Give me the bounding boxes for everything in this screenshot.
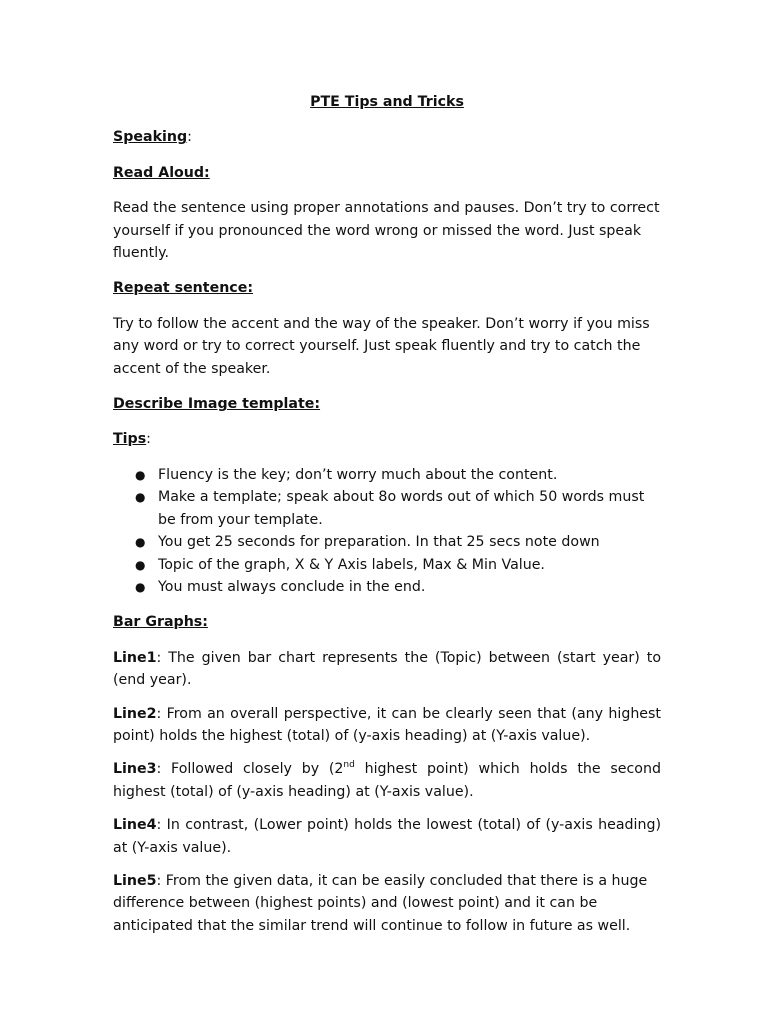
repeat-sentence-body: Try to follow the accent and the way of the speaker. Don’t worry if you miss any word or try to correct yourself. Just speak fluently and try to catch the accent of the speaker.: [113, 315, 650, 377]
template-line-4: [113, 814, 661, 859]
ordinal-superscript: nd: [343, 760, 355, 771]
line-text-after: highest point) which holds the second highest (total) of (y-axis heading) at (Y-axis value).: [113, 761, 661, 800]
speaking-heading-label: Speaking: [113, 129, 188, 146]
bar-graphs-heading: [113, 611, 661, 633]
line-label: Line4: [113, 817, 157, 834]
tips-heading-colon: :: [146, 431, 151, 448]
bullet-icon: ●: [135, 579, 146, 594]
read-aloud-heading: [113, 162, 661, 184]
line-label: Line2: [113, 705, 157, 722]
speaking-heading: [113, 126, 661, 148]
bar-graphs-heading-label: Bar Graphs:: [113, 614, 208, 631]
template-line-5: [113, 870, 661, 937]
speaking-heading-colon: :: [187, 129, 192, 146]
template-line-2: [113, 703, 661, 748]
tips-heading: [113, 428, 661, 450]
describe-image-heading: [113, 393, 661, 415]
template-line-3: [113, 758, 661, 803]
template-line-1: [113, 647, 661, 692]
list-item: [135, 464, 661, 486]
line-label: Line3: [113, 761, 157, 778]
repeat-sentence-heading-label: Repeat sentence:: [113, 280, 253, 297]
tip-text: Make a template; speak about 8o words out of which 50 words must be from your template.: [158, 489, 645, 528]
document-page: [113, 91, 661, 948]
line-text: : From the given data, it can be easily concluded that there is a huge difference between (highest points) and (lowest point) and it can be anticipated that the similar trend will continue to follow in future as well.: [113, 872, 648, 934]
tip-text: Fluency is the key; don’t worry much about the content.: [158, 466, 558, 483]
tip-text: You get 25 seconds for preparation. In that 25 secs note down: [158, 534, 600, 551]
bullet-icon: ●: [135, 535, 146, 550]
list-item: [135, 531, 661, 553]
line-text: : In contrast, (Lower point) holds the lowest (total) of (y-axis heading) at (Y-axis value).: [113, 817, 661, 856]
list-item: [135, 554, 661, 576]
list-item: [135, 486, 661, 531]
list-item: [135, 576, 661, 598]
bullet-icon: ●: [135, 557, 146, 572]
tips-heading-label: Tips: [113, 431, 147, 448]
line-label: Line5: [113, 872, 157, 889]
read-aloud-heading-label: Read Aloud:: [113, 164, 210, 181]
tip-text: Topic of the graph, X & Y Axis labels, Max & Min Value.: [158, 556, 545, 573]
bullet-icon: ●: [135, 490, 146, 505]
describe-image-heading-label: Describe Image template:: [113, 396, 321, 413]
tips-list: [113, 464, 661, 598]
line-text: : The given bar chart represents the (Topic) between (start year) to (end year).: [113, 649, 661, 689]
bullet-icon: ●: [135, 467, 146, 482]
repeat-sentence-heading: [113, 277, 661, 299]
line-label: Line1: [113, 649, 157, 666]
document-title: PTE Tips and Tricks: [310, 94, 464, 110]
read-aloud-body: Read the sentence using proper annotations and pauses. Don’t try to correct yourself if you pronounced the word wrong or missed the word. Just speak fluently.: [113, 200, 660, 262]
line-text-before: : Followed closely by (2: [156, 761, 344, 778]
line-text: : From an overall perspective, it can be clearly seen that (any highest point) holds the highest (total) of (y-axis heading) at (Y-axis value).: [113, 705, 661, 744]
tip-text: You must always conclude in the end.: [158, 578, 426, 595]
